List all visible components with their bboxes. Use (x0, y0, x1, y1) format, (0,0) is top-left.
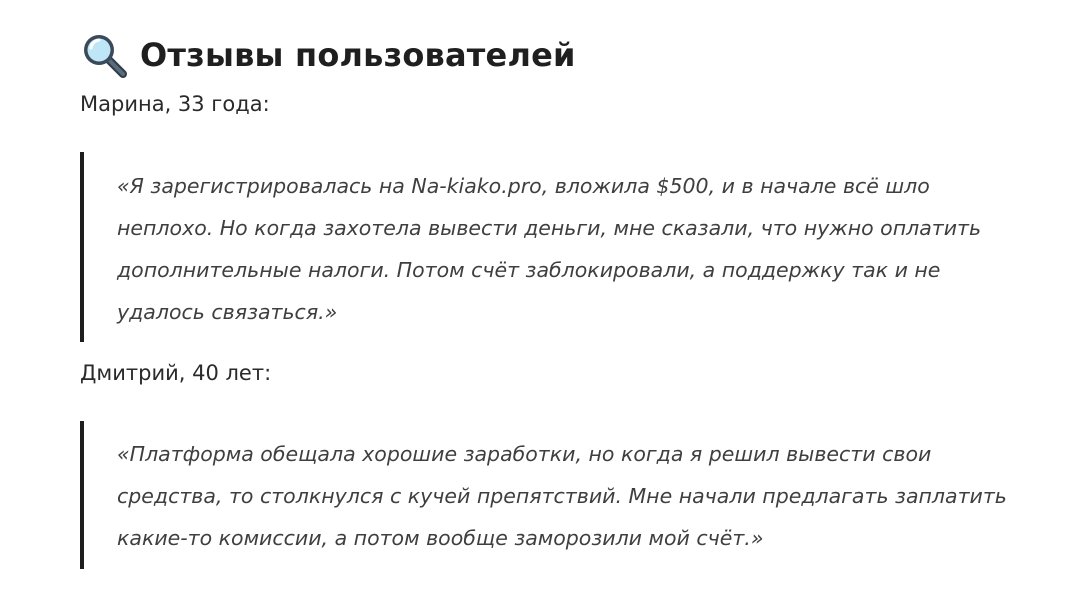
section-title: Отзывы пользователей (140, 36, 576, 74)
section-heading (80, 28, 1068, 82)
review-quote: «Я зарегистрировалась на Na-kiako.pro, вложила $500, и в начале всё шло неплохо. Но когда захотела вывести деньги, мне сказали, что нужно оплатить дополнительные налоги. Потом счёт заблокировали, а поддержку так и не удалось связаться.» (80, 152, 1048, 342)
review-quote: «Платформа обещала хорошие заработки, но когда я решил вывести свои средства, то столкнулся с кучей препятствий. Мне начали предлагать заплатить какие-то комиссии, а потом вообще заморозили мой счёт.» (80, 421, 1055, 569)
review-author: Марина, 33 года: (80, 92, 270, 116)
magnifying-glass-icon (80, 31, 128, 79)
review-author: Дмитрий, 40 лет: (80, 361, 272, 385)
